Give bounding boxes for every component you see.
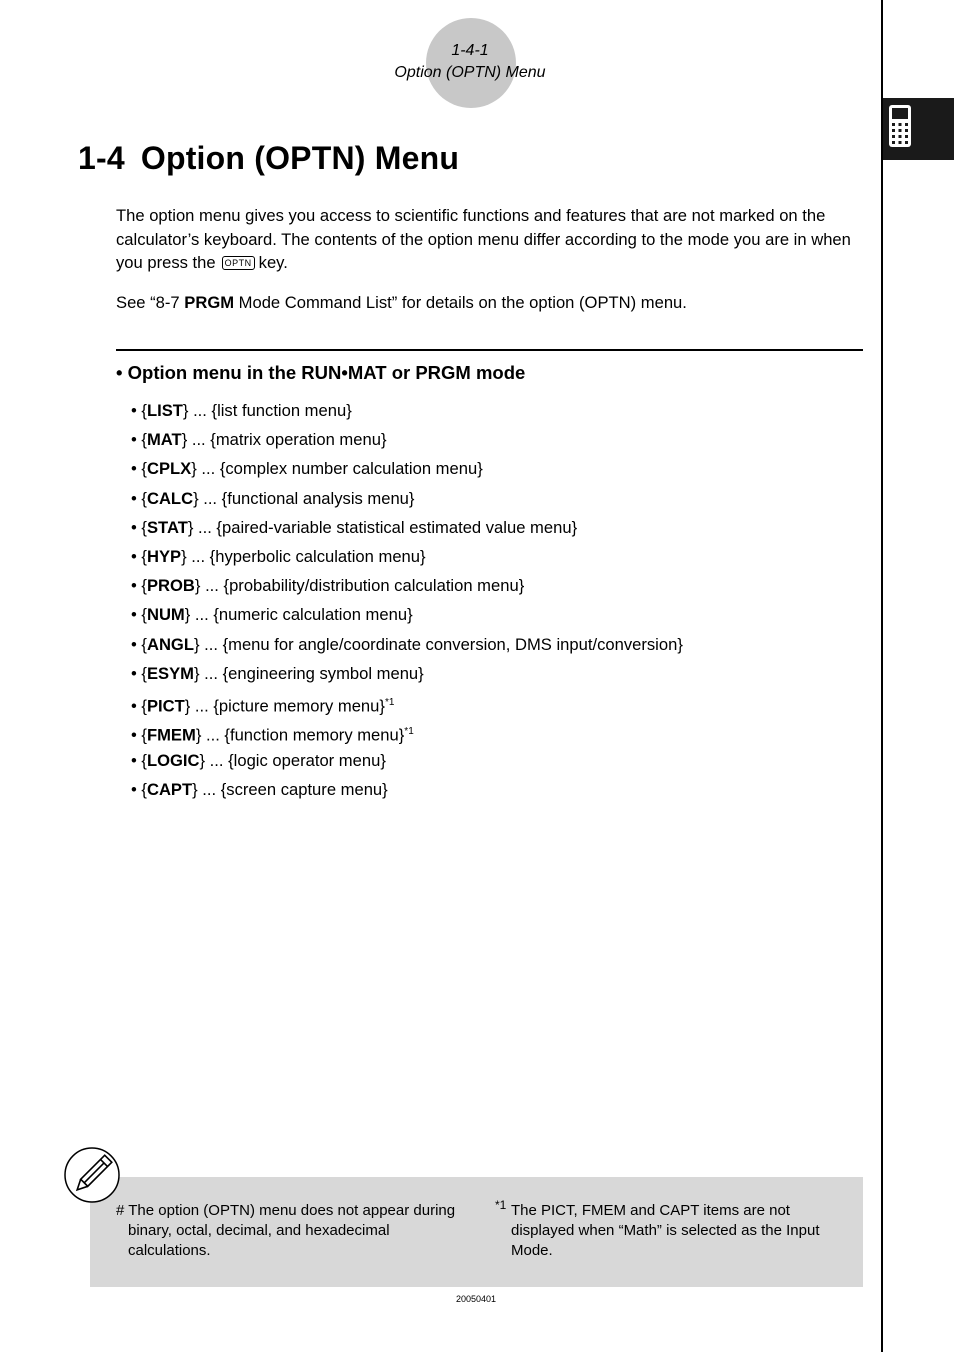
section-header-title: Option (OPTN) Menu xyxy=(394,64,546,81)
menu-description: list function menu xyxy=(217,401,347,420)
menu-description: logic operator menu xyxy=(233,751,381,771)
menu-key: HYP xyxy=(146,546,182,566)
list-item: • {NUM} ... {numeric calculation menu} xyxy=(131,605,413,625)
menu-key: MAT xyxy=(146,430,182,450)
optn-key-icon: OPTN xyxy=(222,256,255,270)
footnote-ref: *1 xyxy=(384,696,395,708)
see-also-text-end: Mode Command List” for details on the option (OPTN) menu. xyxy=(234,293,687,312)
list-item: • {FMEM} ... {function memory menu}$^{*1}$ xyxy=(131,725,414,745)
menu-key: ANGL xyxy=(146,634,194,654)
list-item: • {LOGIC} ... {logic operator menu} xyxy=(131,751,386,771)
note-right-text: The PICT, FMEM and CAPT items are not displayed when “Math” is selected as the Input Mode. xyxy=(511,1202,820,1259)
menu-description: function memory menu xyxy=(229,725,399,745)
list-item: • {HYP} ... {hyperbolic calculation menu} xyxy=(131,546,426,566)
menu-description: probability/distribution calculation menu xyxy=(229,576,519,596)
footnote-mark: *1 xyxy=(495,1198,507,1212)
menu-description: functional analysis menu xyxy=(227,488,409,508)
page-edge-line xyxy=(881,0,883,1352)
menu-key: CAPT xyxy=(146,780,193,800)
menu-key: LIST xyxy=(146,401,183,420)
bullet-icon: • xyxy=(116,362,123,383)
menu-key: PICT xyxy=(146,696,185,716)
note-left xyxy=(116,1201,476,1261)
section-divider xyxy=(116,349,863,351)
note-right xyxy=(495,1198,825,1261)
list-item: • {CPLX} ... {complex number calculation menu} xyxy=(131,459,483,479)
header-circle xyxy=(426,18,516,108)
menu-description: picture memory menu xyxy=(218,696,380,716)
footer-code: 20050401 xyxy=(455,1294,497,1304)
see-also-text: See “8-7 xyxy=(116,293,185,312)
option-menu-list xyxy=(131,396,683,805)
menu-key: FMEM xyxy=(146,725,196,745)
menu-key: CPLX xyxy=(146,459,192,479)
note-left-text: # The option (OPTN) menu does not appear during binary, octal, decimal, and hexadecimal calculations. xyxy=(116,1202,456,1259)
list-item: • {ESYM} ... {engineering symbol menu} xyxy=(131,663,424,683)
intro-text-end: key. xyxy=(258,253,288,272)
see-also-paragraph xyxy=(116,291,868,314)
menu-key: STAT xyxy=(146,517,188,537)
menu-description: screen capture menu xyxy=(226,780,383,800)
menu-description: hyperbolic calculation menu xyxy=(215,546,421,566)
menu-key: LOGIC xyxy=(146,751,200,771)
menu-key: NUM xyxy=(146,605,185,625)
list-item: • {PICT} ... {picture memory menu}$^{*1}$ xyxy=(131,696,395,716)
menu-description: menu for angle/coordinate conversion, DMS input/conversion xyxy=(228,634,678,654)
pencil-icon xyxy=(63,1146,121,1204)
subheading xyxy=(116,362,525,384)
menu-key: CALC xyxy=(146,488,194,508)
list-item: • {CALC} ... {functional analysis menu} xyxy=(131,488,415,508)
list-item: • {ANGL} ... {menu for angle/coordinate conversion, DMS input/conversion} xyxy=(131,634,683,654)
section-number: 1-4-1 xyxy=(451,42,489,59)
see-also-bold: PRGM xyxy=(184,293,235,312)
menu-description: numeric calculation menu xyxy=(218,605,408,625)
intro-paragraph xyxy=(116,204,868,275)
calculator-icon xyxy=(888,104,912,148)
list-item: • {PROB} ... {probability/distribution calculation menu} xyxy=(131,576,525,596)
footnote-ref: *1 xyxy=(404,726,414,738)
list-item: • {STAT} ... {paired-variable statistical estimated value menu} xyxy=(131,517,578,537)
menu-description: matrix operation menu xyxy=(215,430,381,450)
menu-key: PROB xyxy=(146,576,195,596)
intro-text: The option menu gives you access to scientific functions and features that are not marked on the calculator’s keyboard. The contents of the option menu differ according to the mode you are in when you press the xyxy=(116,206,851,272)
menu-description: engineering symbol menu xyxy=(228,663,419,683)
list-item: • {CAPT} ... {screen capture menu} xyxy=(131,780,388,800)
list-item: • {MAT} ... {matrix operation menu} xyxy=(131,430,387,450)
chapter-number: 1-4 xyxy=(78,140,125,176)
menu-description: paired-variable statistical estimated value menu xyxy=(221,517,572,537)
list-item: • {LIST} ... {list function menu} xyxy=(131,401,352,420)
page-title xyxy=(78,140,459,177)
title-text: Option (OPTN) Menu xyxy=(140,140,460,176)
menu-key: ESYM xyxy=(146,663,194,683)
subheading-text: Option menu in the RUN•MAT or PRGM mode xyxy=(127,362,526,383)
menu-description: complex number calculation menu xyxy=(225,459,478,479)
